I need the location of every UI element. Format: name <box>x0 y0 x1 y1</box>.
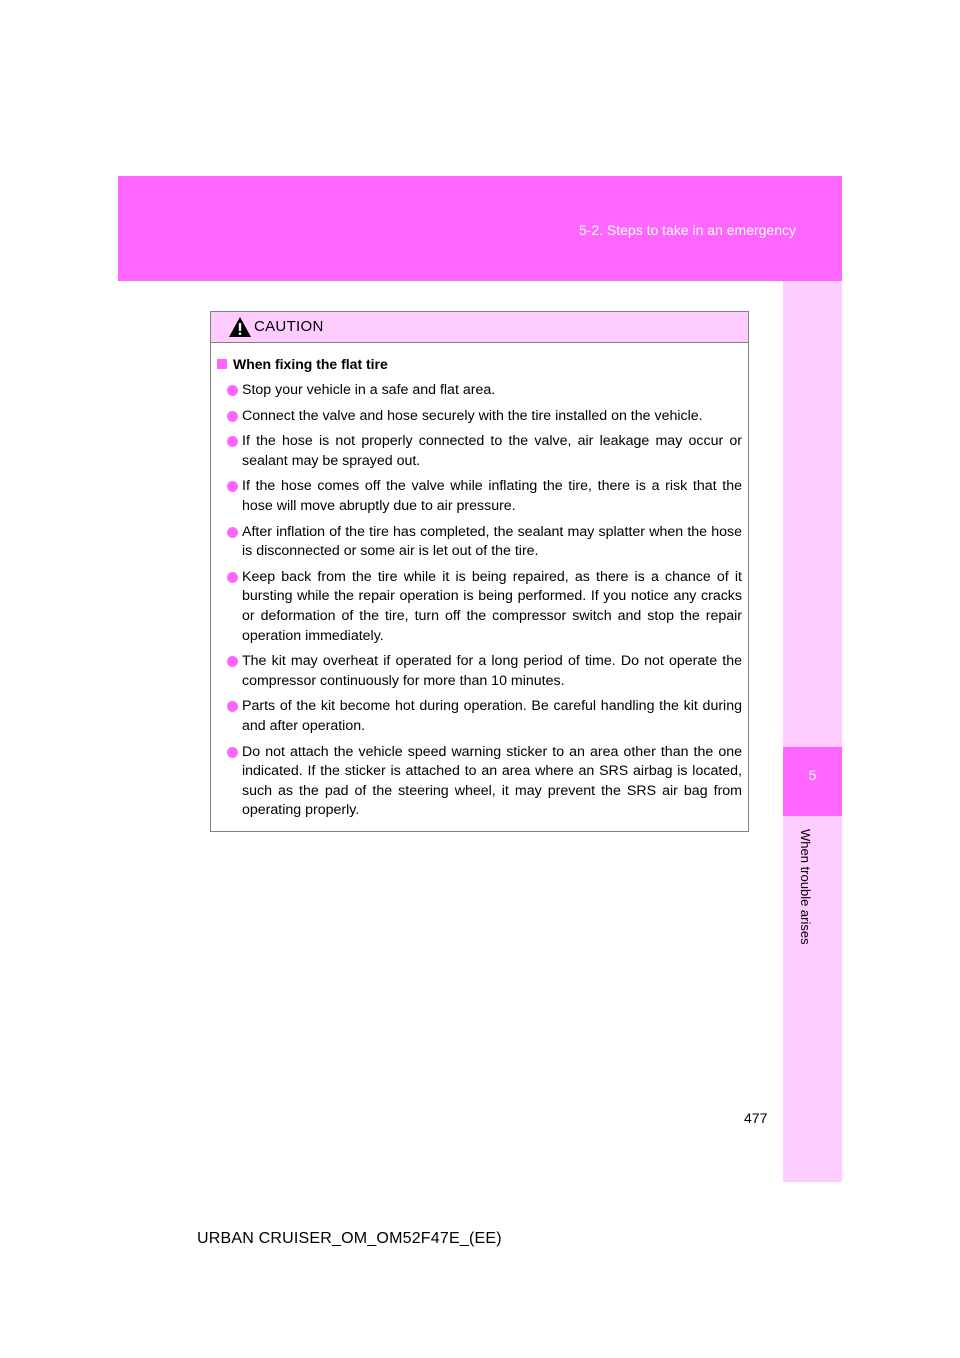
caution-label: CAUTION <box>254 318 324 335</box>
caution-item-text: The kit may overheat if operated for a long period of time. Do not operate the compressor continuously for more than 10 minutes. <box>242 653 742 689</box>
warning-triangle-icon <box>228 316 252 338</box>
caution-item-text: After inflation of the tire has completed, the sealant may splatter when the hose is disconnected or some air is let out of the tire. <box>242 523 742 560</box>
round-bullet-icon <box>227 701 238 712</box>
caution-item <box>217 523 742 562</box>
caution-item <box>217 568 742 646</box>
caution-item <box>217 743 742 821</box>
caution-body <box>211 343 748 821</box>
caution-item <box>217 477 742 516</box>
caution-item <box>217 652 742 691</box>
caution-header <box>211 312 748 343</box>
caution-item-text: Do not attach the vehicle speed warning sticker to an area other than the one indicated. If the sticker is attached to an area where an SRS airbag is located, such as the pad of the steering wheel, it may prevent the SRS air bag from operating properly. <box>242 743 742 819</box>
round-bullet-icon <box>227 527 238 538</box>
round-bullet-icon <box>227 436 238 447</box>
caution-item-text: Connect the valve and hose securely with the tire installed on the vehicle. <box>242 407 703 424</box>
caution-item <box>217 697 742 736</box>
caution-item <box>217 381 742 401</box>
caution-item <box>217 407 742 427</box>
round-bullet-icon <box>227 481 238 492</box>
chapter-side-tab <box>783 281 842 1182</box>
caution-box <box>210 311 749 832</box>
chapter-number: 5 <box>808 767 817 783</box>
document-code: URBAN CRUISER_OM_OM52F47E_(EE) <box>197 1230 502 1247</box>
square-bullet-icon <box>217 359 227 369</box>
page-number: 477 <box>744 1110 768 1126</box>
caution-item-text: Stop your vehicle in a safe and flat area. <box>242 382 496 398</box>
round-bullet-icon <box>227 656 238 667</box>
caution-item-text: If the hose is not properly connected to the valve, air leakage may occur or sealant may be sprayed out. <box>242 433 742 469</box>
section-title: 5-2. Steps to take in an emergency <box>578 222 796 238</box>
round-bullet-icon <box>227 411 238 422</box>
header-band <box>118 176 842 281</box>
chapter-number-block <box>783 747 842 816</box>
caution-topic <box>217 356 742 372</box>
caution-item-text: Parts of the kit become hot during operation. Be careful handling the kit during and after operation. <box>242 698 742 734</box>
chapter-title: When trouble arises <box>798 829 813 945</box>
caution-item-text: Keep back from the tire while it is being repaired, as there is a chance of it bursting while the repair operation is being performed. If you notice any cracks or deformation of the tire, turn off the compressor switch and stop the repair operation immediately. <box>242 568 742 644</box>
round-bullet-icon <box>227 572 238 583</box>
caution-topic-text: When fixing the flat tire <box>233 356 388 372</box>
round-bullet-icon <box>227 747 238 758</box>
round-bullet-icon <box>227 385 238 396</box>
caution-item-text: If the hose comes off the valve while inflating the tire, there is a risk that the hose will move abruptly due to air pressure. <box>242 478 742 514</box>
caution-item <box>217 432 742 471</box>
